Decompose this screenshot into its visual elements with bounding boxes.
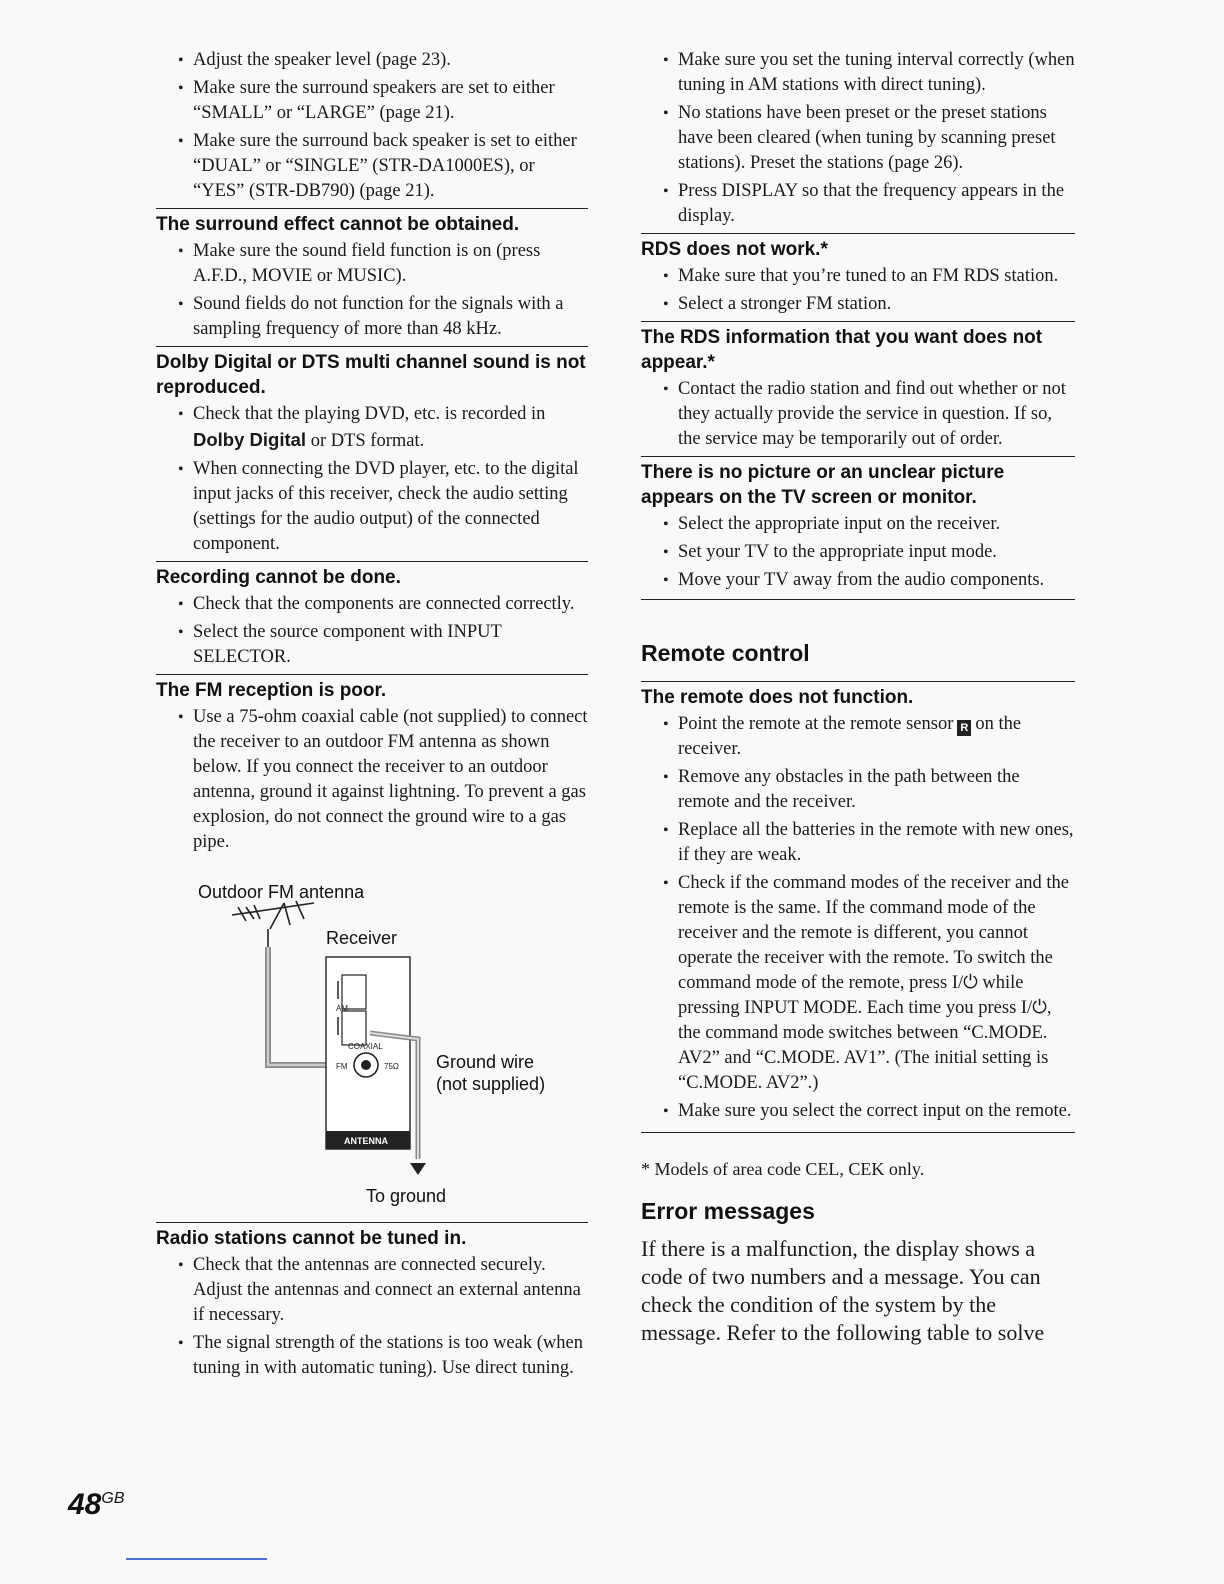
section-picture [641,456,1075,593]
list-item: • The signal strength of the stations is too weak (when tuning in with automatic tuning). Use direct tuning. [156,1331,588,1381]
text: Check that the playing DVD, etc. is recorded in [193,404,546,424]
list-item: • Make sure you set the tuning interval correctly (when tuning in AM stations with direct tuning). [641,48,1075,98]
error-messages-title: Error messages [641,1198,815,1224]
list-item: • No stations have been preset or the preset stations have been cleared (when tuning by scanning preset stations). Preset the stations (page 26). [641,101,1075,176]
list-item: • Contact the radio station and find out whether or not they actually provide the service in question. If so, the service may be temporarily out of order. [641,377,1075,452]
list-item: • Make sure you select the correct input on the remote. [641,1099,1075,1124]
section-remote [641,681,1075,1124]
list-item: • Make sure that you’re tuned to an FM RDS station. [641,264,1075,289]
section-heading: Radio stations cannot be tuned in. [156,1228,467,1249]
ohm-label: 75Ω [384,1062,399,1071]
divider [641,599,1075,600]
section-radio [156,1222,588,1381]
list-item: • When connecting the DVD player, etc. to the digital input jacks of this receiver, check the audio setting (settings for the audio output) of the connected component. [156,457,588,557]
list-item: • Press DISPLAY so that the frequency appears in the display. [641,179,1075,229]
section-heading: The RDS information that you want does not appear.* [641,327,1043,373]
fm-label: FM [336,1062,348,1071]
remote-sensor-icon: R [957,720,971,736]
section-surround [156,208,588,342]
to-ground-label: To ground [366,1186,447,1206]
list-item: • Select the source component with INPUT SELECTOR. [156,620,588,670]
section-rds [641,233,1075,317]
list-item: • Use a 75-ohm coaxial cable (not supplied) to connect the receiver to an outdoor FM antenna as shown below. If you connect the receiver to an outdoor antenna, ground it against lightning. To prevent a gas explosion, do not connect the ground wire to a gas pipe. [156,705,588,855]
list-item [156,402,588,454]
list-item: • Make sure the surround back speaker is set to either “DUAL” or “SINGLE” (STR-DA1000ES), or “YES” (STR-DB790) (page 21). [156,129,588,204]
section-heading: RDS does not work.* [641,239,828,260]
intro-bullets-right [641,48,1075,229]
text: Point the remote at the remote sensor [678,714,954,734]
outdoor-antenna-label: Outdoor FM antenna [198,882,365,902]
list-item: • Make sure the sound field function is on (press A.F.D., MOVIE or MUSIC). [156,239,588,289]
list-item: • Remove any obstacles in the path between the remote and the receiver. [641,765,1075,815]
ground-wire-label-line2: (not supplied) [436,1074,546,1094]
ground-wire-label-line1: Ground wire [436,1052,535,1072]
list-item: • Select a stronger FM station. [641,292,1075,317]
dolby-digital-term: Dolby Digital [193,429,307,450]
remote-control-title: Remote control [641,640,810,666]
text: or DTS format. [306,431,425,451]
section-rds-info [641,321,1075,452]
divider [641,1132,1075,1133]
section-heading: There is no picture or an unclear picture appears on the TV screen or monitor. [641,462,1005,508]
section-fm-reception [156,674,588,1218]
error-paragraph: If there is a malfunction, the display shows a code of two numbers and a message. You can check the condition of the system by the message. Refer to the following table to solve [641,1236,1045,1345]
list-item: • Make sure the surround speakers are set to either “SMALL” or “LARGE” (page 21). [156,76,588,126]
coaxial-label: COAXIAL [348,1042,383,1051]
left-column [156,48,588,1385]
section-heading: The remote does not function. [641,687,914,708]
list-item: • Sound fields do not function for the signals with a sampling frequency of more than 48 kHz. [156,292,588,342]
list-item: • Replace all the batteries in the remote with new ones, if they are weak. [641,818,1075,868]
antenna-drawing [156,863,588,1183]
receiver-label: Receiver [326,928,398,948]
text: on the receiver. [678,714,1022,759]
list-item: • Move your TV away from the audio components. [641,568,1075,593]
antenna-diagram [156,863,588,1218]
intro-bullets-left [156,48,588,204]
remote-control-title-wrap [641,640,1075,667]
arrow-down-icon [410,1163,426,1175]
bottom-accent-line [126,1558,267,1560]
antenna-label: ANTENNA [344,1136,388,1146]
page-suffix: GB [101,1490,125,1507]
section-heading: Recording cannot be done. [156,567,401,588]
page-number [68,1488,125,1522]
list-item: • Check that the antennas are connected securely. Adjust the antennas and connect an external antenna if necessary. [156,1253,588,1328]
am-label: AM [336,1004,348,1013]
section-dolby [156,346,588,557]
list-item: • Check if the command modes of the receiver and the remote is the same. If the command mode of the receiver and the remote is different, you cannot operate the receiver with the remote. To switch the command mode of the remote, press I/⏻ while pressing INPUT MODE. Each time you press I/⏻, the command mode switches between “C.MODE. AV2” and “C.MODE. AV1”. (The initial setting is “C.MODE. AV2”.) [641,871,1075,1096]
section-heading: Dolby Digital or DTS multi channel sound is not reproduced. [156,352,586,398]
antenna-icon [232,901,314,951]
section-heading: The surround effect cannot be obtained. [156,214,520,235]
list-item: • Set your TV to the appropriate input mode. [641,540,1075,565]
list-item: • Adjust the speaker level (page 23). [156,48,588,73]
section-heading: The FM reception is poor. [156,680,387,701]
page-number-value: 48 [68,1488,102,1521]
section-recording [156,561,588,670]
list-item: • Check that the components are connected correctly. [156,592,588,617]
right-column [641,48,1075,1347]
list-item [641,712,1075,762]
list-item: • Select the appropriate input on the receiver. [641,512,1075,537]
footnote: * Models of area code CEL, CEK only. [641,1159,925,1179]
